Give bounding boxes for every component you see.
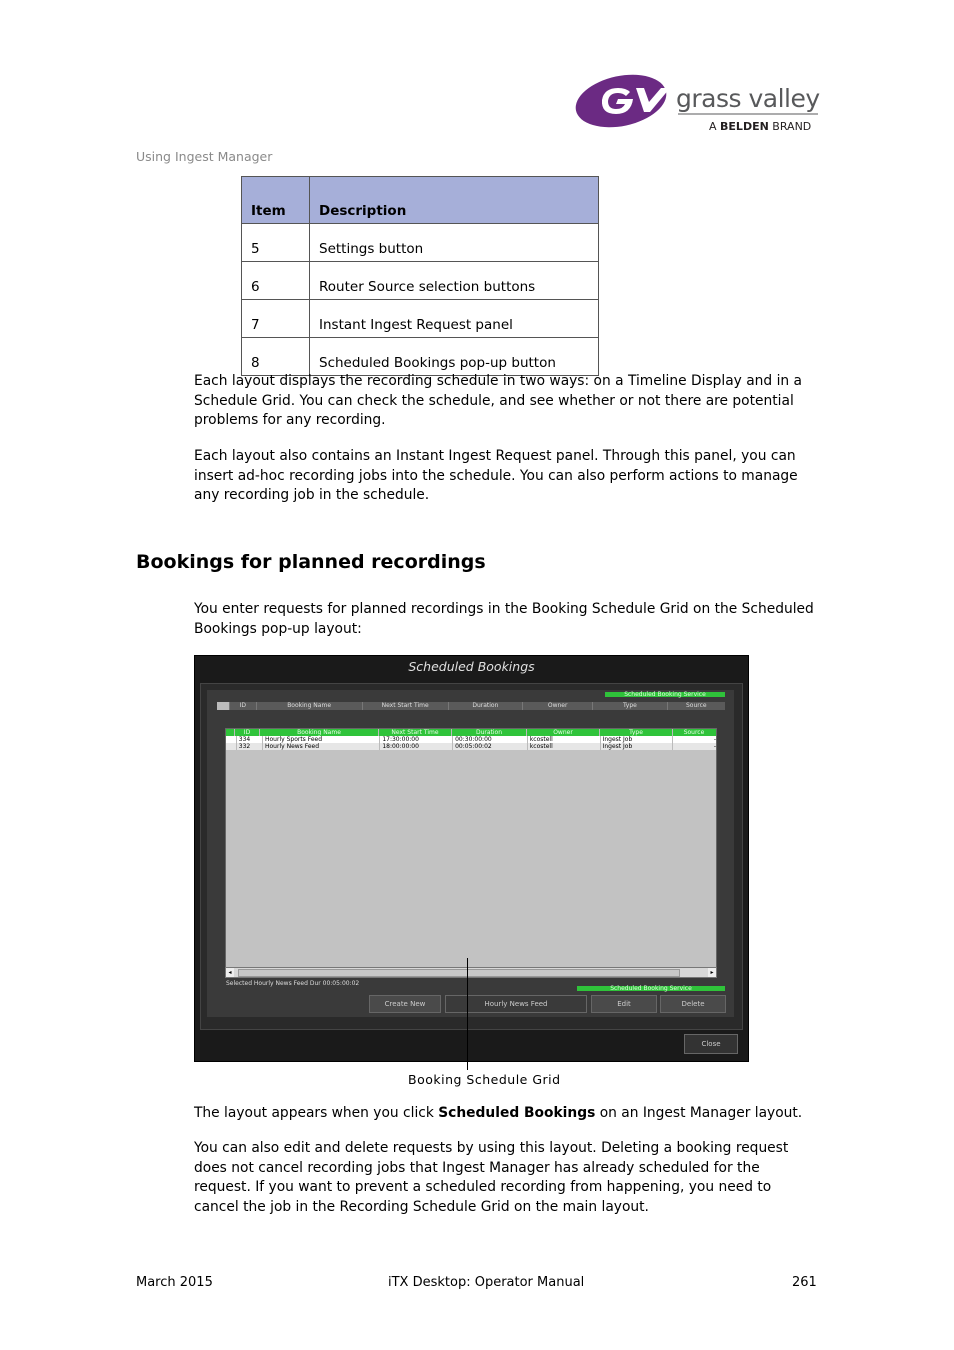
select-all-checkbox[interactable] <box>217 702 230 710</box>
scroll-right-icon[interactable]: ▸ <box>708 968 716 977</box>
description-cell: Scheduled Bookings pop-up button <box>310 338 599 376</box>
table-row[interactable] <box>226 736 716 743</box>
callout-line <box>467 958 468 1070</box>
screenshot-inner-panel <box>207 690 734 1017</box>
table-row <box>242 262 599 300</box>
outer-col[interactable]: Next Start Time <box>363 702 449 710</box>
close-button[interactable]: Close <box>684 1034 738 1054</box>
grid-cell: 18:00:00:00 <box>380 743 453 750</box>
section-heading: Bookings for planned recordings <box>136 551 486 573</box>
grid-col[interactable]: Duration <box>452 729 527 736</box>
grid-cell: kcostell <box>528 736 601 743</box>
grid-header-row <box>226 729 716 736</box>
item-cell: 8 <box>242 338 310 376</box>
scroll-left-icon[interactable]: ◂ <box>226 968 234 977</box>
horizontal-scrollbar[interactable] <box>225 967 717 978</box>
grid-col[interactable]: Owner <box>527 729 600 736</box>
outer-col[interactable]: ID <box>230 702 257 710</box>
grid-col[interactable]: ID <box>235 729 260 736</box>
figure-caption: Booking Schedule Grid <box>408 1072 561 1087</box>
description-cell: Settings button <box>310 224 599 262</box>
grid-cell: 334 <box>237 736 263 743</box>
outer-col[interactable]: Duration <box>449 702 523 710</box>
grid-cell: 17:30:00:00 <box>380 736 453 743</box>
selection-status: Selected Hourly News Feed Dur 00:05:00:02 <box>226 980 360 987</box>
description-cell: Router Source selection buttons <box>310 262 599 300</box>
selected-booking-field[interactable]: Hourly News Feed <box>445 995 587 1013</box>
footer-date: March 2015 <box>136 1275 213 1290</box>
footer-page-number: 261 <box>792 1275 817 1290</box>
grid-col[interactable]: Source <box>683 729 705 736</box>
outer-col[interactable]: Source <box>685 702 707 709</box>
grid-cell: kcostell <box>528 743 601 750</box>
create-new-button[interactable]: Create New <box>369 995 441 1013</box>
grid-cell: 332 <box>237 743 263 750</box>
grid-cell: 00:05:00:02 <box>453 743 528 750</box>
item-description-table <box>241 176 599 376</box>
table-header-row <box>242 177 599 224</box>
outer-col[interactable]: Owner <box>523 702 593 710</box>
grid-cell: Ingest Job <box>601 743 674 750</box>
booking-schedule-grid[interactable] <box>225 728 717 968</box>
grid-col[interactable]: Booking Name <box>260 729 379 736</box>
description-cell: Instant Ingest Request panel <box>310 300 599 338</box>
outer-column-header <box>217 702 725 710</box>
grid-cell: Hourly Sports Feed <box>263 736 380 743</box>
service-status-bar: Scheduled Booking Service <box>605 692 725 697</box>
grid-cell: - <box>713 736 717 743</box>
table-row[interactable] <box>226 743 716 750</box>
paragraph-schedule-views: Each layout displays the recording schedule in two ways: on a Timeline Display and in a Schedule Grid. You can check the schedule, and see whether or not there are potential problems for any recording. <box>194 373 802 429</box>
outer-col[interactable]: Type <box>593 702 667 710</box>
delete-button[interactable]: Delete <box>660 995 726 1013</box>
paragraph-layout-appears: The layout appears when you click Scheduled Bookings on an Ingest Manager layout. <box>194 1105 803 1121</box>
footer-title: iTX Desktop: Operator Manual <box>388 1275 585 1290</box>
scheduled-bookings-screenshot <box>194 655 749 1062</box>
grid-cell: Ingest Job <box>601 736 674 743</box>
outer-col[interactable]: Booking Name <box>257 702 363 710</box>
service-status-bar-bottom: Scheduled Booking Service <box>577 986 725 991</box>
edit-button[interactable]: Edit <box>591 995 657 1013</box>
table-row <box>242 224 599 262</box>
item-cell: 5 <box>242 224 310 262</box>
item-cell: 6 <box>242 262 310 300</box>
screenshot-panel <box>200 683 743 1030</box>
section-label: Using Ingest Manager <box>136 149 273 164</box>
scroll-thumb[interactable] <box>238 969 680 977</box>
table-row <box>242 338 599 376</box>
grid-cell: - <box>713 743 717 750</box>
grid-cell: 00:30:00:00 <box>453 736 528 743</box>
col-description-header: Description <box>310 177 599 224</box>
paragraph-edit-delete: You can also edit and delete requests by using this layout. Deleting a booking request does not cancel recording jobs that Ingest Manager has already scheduled for the request. If you want to prevent a scheduled recording from happening, you need to cancel the job in the Recording Schedule Grid on the main layout. <box>194 1140 789 1215</box>
paragraph-instant-ingest: Each layout also contains an Instant Ingest Request panel. Through this panel, you can insert ad-hoc recording jobs into the schedule. You can also perform actions to manage any recording job in the schedule. <box>194 448 798 504</box>
col-item-header: Item <box>242 177 310 224</box>
logo-tagline: A BELDEN BRAND <box>709 120 812 133</box>
item-cell: 7 <box>242 300 310 338</box>
grid-cell: Hourly News Feed <box>263 743 380 750</box>
grid-col[interactable]: Next Start Time <box>379 729 452 736</box>
screenshot-title: Scheduled Bookings <box>408 659 535 674</box>
table-row <box>242 300 599 338</box>
grid-col[interactable]: Type <box>600 729 673 736</box>
paragraph-booking-intro: You enter requests for planned recordings in the Booking Schedule Grid on the Scheduled Bookings pop-up layout: <box>194 601 814 637</box>
logo-wordmark: grass valley <box>676 84 820 113</box>
